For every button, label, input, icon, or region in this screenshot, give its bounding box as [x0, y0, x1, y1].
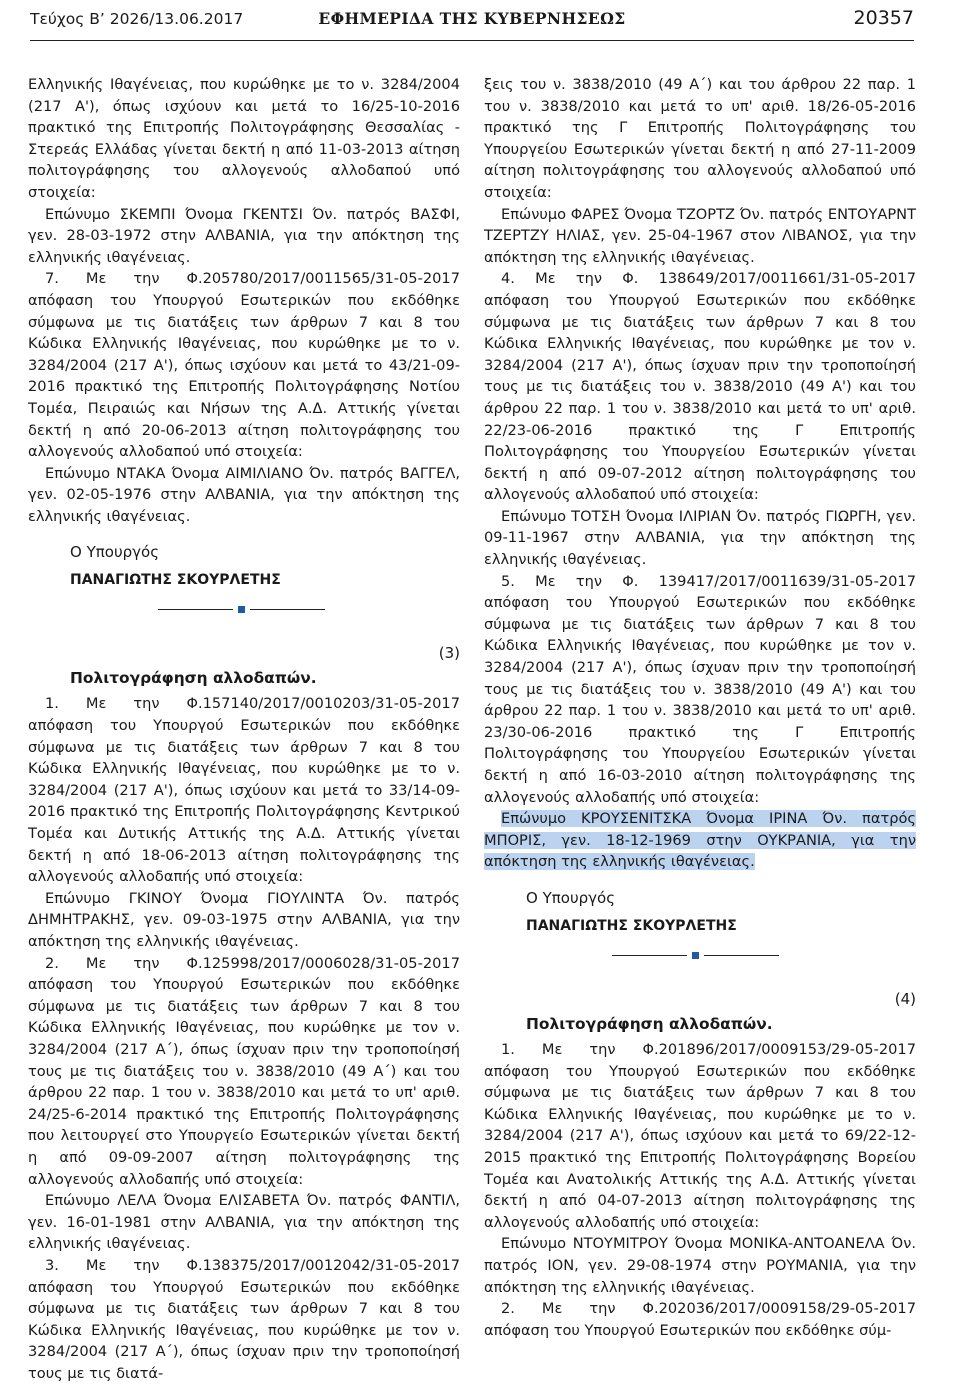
signature-title: Ο Υπουργός: [526, 888, 616, 907]
section-title: Πολιτογράφηση αλλοδαπών.: [526, 1014, 773, 1033]
paragraph: Επώνυμο ΝΤΟΥΜΙΤΡΟΥ Όνομα ΜΟΝΙΚΑ-ΑΝΤΟΑΝΕΛΑ Όν. πατρός ΙΟΝ, γεν. 29-08-1974 στην ΡΟΥΜΑΝΙΑ, για την απόκτηση της ελληνικής ιθαγένειας.: [484, 1235, 916, 1296]
section-divider: [28, 599, 460, 619]
paragraph: Επώνυμο ΦΑΡΕΣ Όνομα ΤΖΟΡΤΖ Όν. πατρός ΕΝΤΟΥΑΡΝΤ ΤΖΕΡΤΖΥ ΗΛΙΑΣ, γεν. 25-04-1967 στον ΛΙΒΑΝΟΣ, για την απόκτηση της ελληνικής ιθαγένειας.: [484, 205, 916, 266]
section-title: Πολιτογράφηση αλλοδαπών.: [70, 669, 317, 688]
signature-block: [28, 541, 460, 591]
signature-title: Ο Υπουργός: [70, 543, 160, 562]
divider-square-icon: [692, 952, 699, 959]
paragraph: 5. Με την Φ. 139417/2017/0011639/31-05-2017 απόφαση του Υπουργού Εσωτερικών που εκδόθηκε σύμφωνα με τις διατάξεις των άρθρων 7 και 8 του Κώδικα Ελληνικής Ιθαγένειας, που κυρώθηκε με τον ν. 3284/2004 (217 Α'), όπως ίσχυαν πριν την τροποποίησή τους με τις διατάξεις του ν. 3838/2010 (49 Α') και του άρθρου 22 παρ. 1 του ν. 3838/2010 και μετά το υπ' αριθ. 23/30-06-2016 πρακτικό της Γ Επιτροπής Πολιτογράφησης του Υπουργείου Εσωτερικών γίνεται δεκτή η από 16-03-2010 αίτηση πολιτογράφησης της αλλογενούς αλλοδαπής υπό στοιχεία:: [484, 572, 916, 806]
paragraph: 1. Με την Φ.201896/2017/0009153/29-05-2017 απόφαση του Υπουργού Εσωτερικών που εκδόθηκε σύμφωνα με τις διατάξεις των άρθρων 7 και 8 του Κώδικα Ελληνικής Ιθαγένειας, που κυρώθηκε με το ν. 3284/2004 (217 Α'), όπως ισχύουν και μετά το 69/22-12-2015 πρακτικό της Επιτροπής Πολιτογράφησης Βορείου Τομέα και Ανατολικής Αττικής της Α.Δ. Αττικής γίνεται δεκτή η από 04-07-2013 αίτηση πολιτογράφησης της αλλογενούς αλλοδαπής υπό στοιχεία:: [484, 1040, 916, 1231]
paragraph: 2. Με την Φ.202036/2017/0009158/29-05-2017 απόφαση του Υπουργού Εσωτερικών που εκδόθηκε σύμ-: [484, 1300, 916, 1339]
divider-rule: [612, 955, 687, 956]
paragraph: Επώνυμο ΓΚΙΝΟΥ Όνομα ΓΙΟΥΛΙΝΤΑ Όν. πατρός ΔΗΜΗΤΡΑΚΗΣ, γεν. 09-03-1975 στην ΑΛΒΑΝΙΑ, για την απόκτηση της ελληνικής ιθαγένειας.: [28, 889, 460, 950]
divider-rule: [158, 609, 233, 610]
paragraph: 1. Με την Φ.157140/2017/0010203/31-05-2017 απόφαση του Υπουργού Εσωτερικών που εκδόθηκε σύμφωνα με τις διατάξεις των άρθρων 7 και 8 του Κώδικα Ελληνικής Ιθαγένειας, που κυρώθηκε με το ν. 3284/2004 (217 Α'), όπως ισχύουν και μετά το 33/14-09-2016 πρακτικό της Επιτροπής Πολιτογράφησης Κεντρικού Τομέα και Δυτικής Αττικής της Α.Δ. Αττικής γίνεται δεκτή η από 18-06-2013 αίτηση πολιτογράφησης της αλλογενούς αλλοδαπής υπό στοιχεία:: [28, 695, 460, 886]
issue-label: Τεύχος Β’ 2026/13.06.2017: [30, 10, 244, 28]
paragraph: 7. Με την Φ.205780/2017/0011565/31-05-2017 απόφαση του Υπουργού Εσωτερικών που εκδόθηκε σύμφωνα με τις διατάξεις των άρθρων 7 και 8 του Κώδικα Ελληνικής Ιθαγένειας, που κυρώθηκε με το ν. 3284/2004 (217 Α'), όπως ισχύουν και μετά το 43/21-09-2016 πρακτικό της Επιτροπής Πολιτογράφησης Νοτίου Τομέα, Πειραιώς και Νήσων της Α.Δ. Αττικής γίνεται δεκτή η από 20-06-2013 αίτηση πολιτογράφησης του αλλογενούς αλλοδαπού υπό στοιχεία:: [28, 270, 460, 461]
paragraph: Επώνυμο ΛΕΛΑ Όνομα ΕΛΙΣΑΒΕΤΑ Όν. πατρός ΦΑΝΤΙΛ, γεν. 16-01-1981 στην ΑΛΒΑΝΙΑ, για την απόκτηση της ελληνικής ιθαγένειας.: [28, 1192, 460, 1253]
paragraph: Επώνυμο ΣΚΕΜΠΙ Όνομα ΓΚΕΝΤΣΙ Όν. πατρός ΒΑΣΦΙ, γεν. 28-03-1972 στην ΑΛΒΑΝΙΑ, για την απόκτηση της ελληνικής ιθαγένειας.: [28, 205, 460, 266]
signature-block: [484, 887, 916, 937]
gazette-title: ΕΦΗΜΕΡΙΔΑ ΤΗΣ ΚΥΒΕΡΝΗΣΕΩΣ: [318, 9, 626, 28]
section-number: (3): [438, 644, 460, 663]
section-divider: [484, 945, 916, 965]
signature-name: ΠΑΝΑΓΙΩΤΗΣ ΣΚΟΥΡΛΕΤΗΣ: [70, 572, 281, 589]
highlighted-paragraph[interactable]: [484, 808, 916, 873]
signature-name: ΠΑΝΑΓΙΩΤΗΣ ΣΚΟΥΡΛΕΤΗΣ: [526, 917, 737, 934]
section-number: (4): [894, 989, 916, 1008]
page-header: [30, 0, 914, 41]
paragraph: 3. Με την Φ.138375/2017/0012042/31-05-2017 απόφαση του Υπουργού Εσωτερικών που εκδόθηκε σύμφωνα με τις διατάξεις των άρθρων 7 και 8 του Κώδικα Ελληνικής Ιθαγένειας, που κυρώθηκε με τον ν. 3284/2004 (217 Α΄), όπως ίσχυαν πριν την τροποποίησή τους με τις διατά-: [28, 1256, 460, 1382]
left-column: [28, 74, 460, 1384]
page-number: 20357: [853, 7, 914, 29]
right-column: [484, 74, 916, 1341]
text-selection[interactable]: Επώνυμο ΚΡΟΥΣΕΝΙΤΣΚΑ Όνομα ΙΡΙΝΑ Όν. πατρός ΜΠΟΡΙΣ, γεν. 18-12-1969 στην ΟΥΚΡΑΝΙΑ, για την απόκτηση της ελληνικής ιθαγένειας.: [484, 810, 916, 871]
paragraph: Επώνυμο ΤΟΤΣΗ Όνομα ΙΛΙΡΙΑΝ Όν. πατρός ΓΙΩΡΓΗ, γεν. 09-11-1967 στην ΑΛΒΑΝΙΑ, για την απόκτηση της ελληνικής ιθαγένειας.: [484, 507, 916, 569]
divider-rule: [704, 955, 779, 956]
paragraph: 4. Με την Φ. 138649/2017/0011661/31-05-2017 απόφαση του Υπουργού Εσωτερικών που εκδόθηκε σύμφωνα με τις διατάξεις των άρθρων 7 και 8 του Κώδικα Ελληνικής Ιθαγένειας, που κυρώθηκε με τον ν. 3284/2004 (217 Α'), όπως ίσχυαν πριν την τροποποίησή τους με τις διατάξεις του ν. 3838/2010 (49 Α') και του άρθρου 22 παρ. 1 του ν. 3838/2010 και μετά το υπ' αριθ. 22/23-06-2016 πρακτικό της Γ Επιτροπής Πολιτογράφησης του Υπουργείου Εσωτερικών γίνεται δεκτή η από 09-07-2012 αίτηση πολιτογράφησης του αλλογενούς αλλοδαπού υπό στοιχεία:: [484, 270, 916, 504]
divider-rule: [250, 609, 325, 610]
divider-square-icon: [238, 606, 245, 613]
paragraph: Επώνυμο ΝΤΑΚΑ Όνομα ΑΙΜΙΛΙΑΝΟ Όν. πατρός ΒΑΓΓΕΛ, γεν. 02-05-1976 στην ΑΛΒΑΝΙΑ, για την απόκτηση της ελληνικής ιθαγένειας.: [28, 464, 460, 525]
paragraph: 2. Με την Φ.125998/2017/0006028/31-05-2017 απόφαση του Υπουργού Εσωτερικών που εκδόθηκε σύμφωνα με τις διατάξεις των άρθρων 7 και 8 του Κώδικα Ελληνικής Ιθαγένειας, που κυρώθηκε με τον ν. 3284/2004 (217 Α΄), όπως ίσχυαν πριν την τροποποίησή τους με τις διατάξεις του ν. 3838/2010 (49 Α΄) και του άρθρου 22 παρ. 1 του ν. 3838/2010 και μετά το υπ' αριθ. 24/25-6-2014 πρακτικό της Επιτροπής Πολιτογράφησης που λειτουργεί στο Υπουργείο Εσωτερικών γίνεται δεκτή η από 09-09-2007 αίτηση πολιτογράφησης της αλλογενούς αλλοδαπής υπό στοιχεία:: [28, 954, 460, 1188]
paragraph: Ελληνικής Ιθαγένειας, που κυρώθηκε με το ν. 3284/2004 (217 Α'), όπως ισχύουν και μετά το 16/25-10-2016 πρακτικό της Επιτροπής Πολιτογράφησης Θεσσαλίας - Στερεάς Ελλάδας γίνεται δεκτή η από 11-03-2013 αίτηση πολιτογράφησης του αλλογενούς αλλοδαπού υπό στοιχεία:: [28, 76, 460, 201]
paragraph: ξεις του ν. 3838/2010 (49 Α΄) και του άρθρου 22 παρ. 1 του ν. 3838/2010 και μετά το υπ' αριθ. 18/26-05-2016 πρακτικό της Γ Επιτροπής Πολιτογράφησης του Υπουργείου Εσωτερικών γίνεται δεκτή η από 27-11-2009 αίτηση πολιτογράφησης του αλλογενούς αλλοδαπού υπό στοιχεία:: [484, 76, 916, 201]
